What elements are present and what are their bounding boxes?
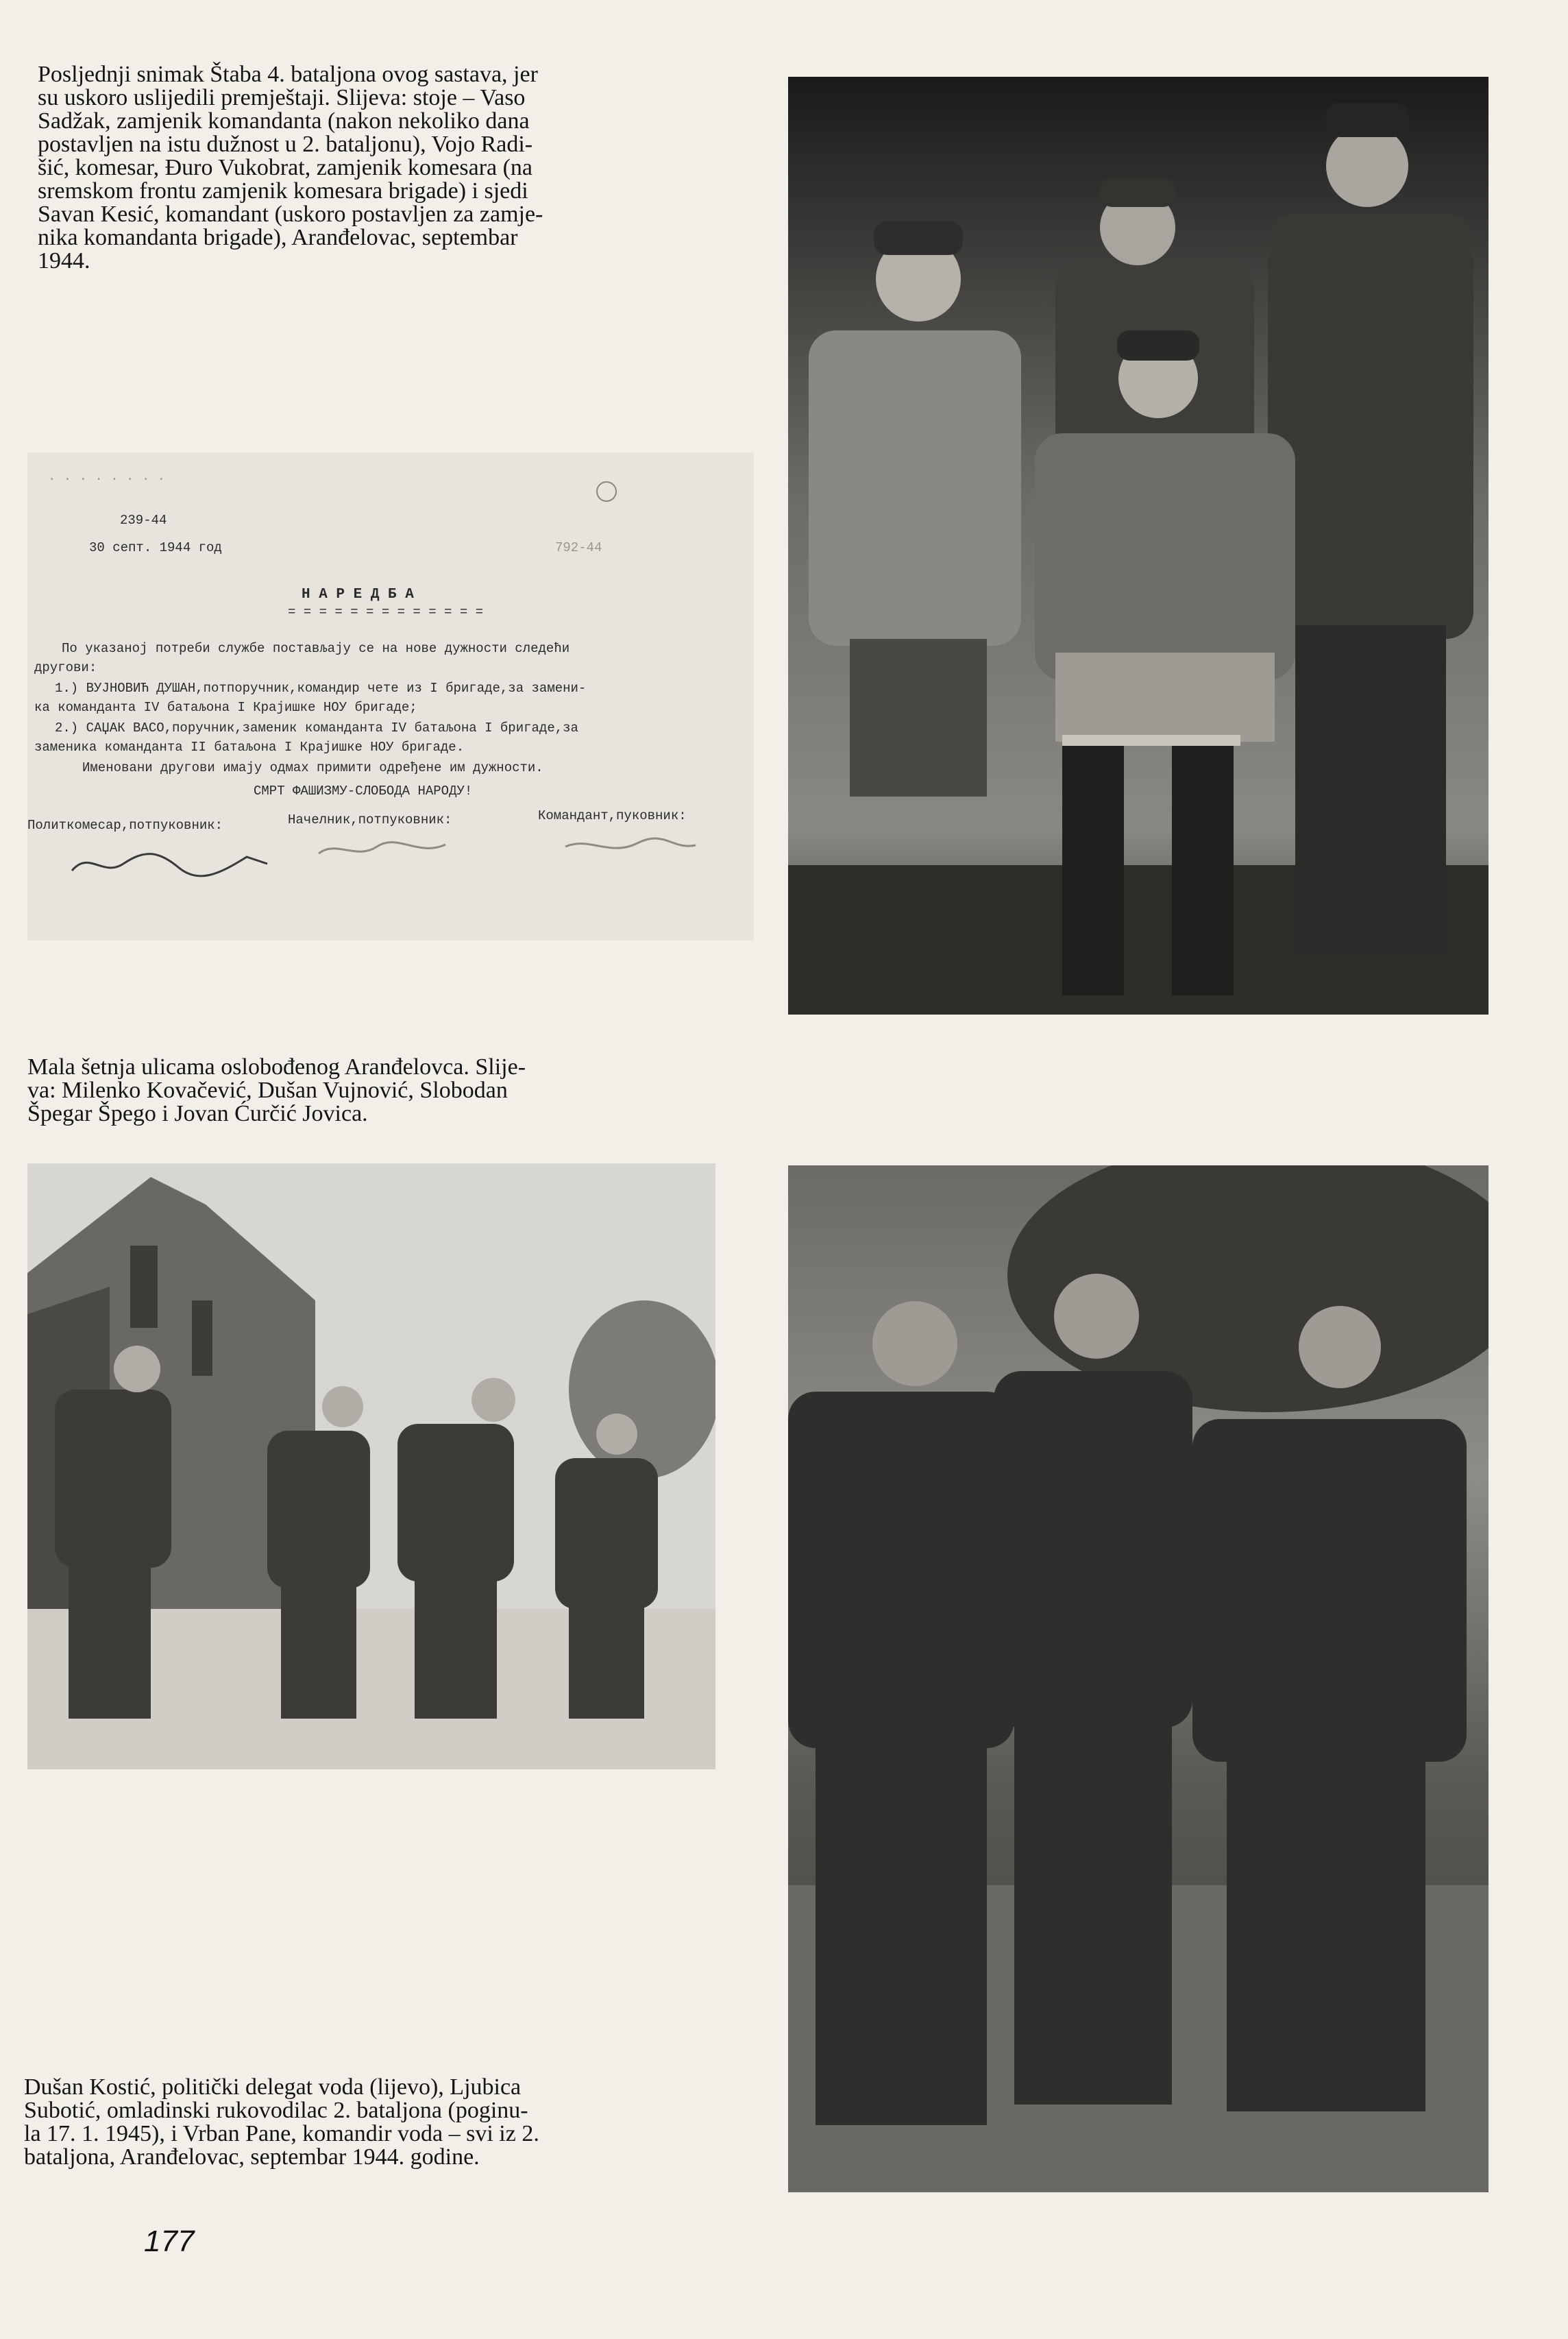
doc-signature-political <box>69 843 274 884</box>
page-number: 177 <box>144 2225 195 2258</box>
doc-intro-line1: По указаној потреби службе постављају се на нове дужности следећи <box>62 641 570 656</box>
doc-item2-line1: 2.) САЏАК ВАСО,поручник,заменик команданта IV батаљона I бригаде,за <box>55 720 578 736</box>
doc-intro-line2: другови: <box>34 660 97 675</box>
doc-date: 30 септ. 1944 год <box>89 540 222 555</box>
doc-sign-chief: Начелник,потпуковник: <box>288 812 452 827</box>
doc-sign-political: Политкомесар,потпуковник: <box>27 818 223 833</box>
doc-heading-underline: = = = = = = = = = = = = = <box>288 605 484 620</box>
doc-stamp-emblem <box>596 481 617 502</box>
doc-sign-commander: Командант,пуковник: <box>538 808 687 823</box>
doc-number: 239-44 <box>120 513 167 528</box>
order-document <box>27 452 754 941</box>
doc-stamp-number: 792-44 <box>555 540 602 555</box>
doc-item1-line1: 1.) ВУЈНОВИЋ ДУШАН,потпоручник,командир чете из I бригаде,за замени- <box>55 681 587 696</box>
doc-closing: Именовани другови имају одмах примити одређене им дужности. <box>82 760 543 775</box>
doc-faint-header: · · · · · · · · <box>48 472 166 487</box>
caption-street-walk: Mala šetnja ulicama oslobođenog Aranđelovca. Slije- va: Milenko Kovačević, Dušan Vujnović, Slobodan Špegar Špego i Jovan Ćurčić Jovica. <box>27 1054 526 1126</box>
caption-staff-photo: Posljednji snimak Štaba 4. bataljona ovog sastava, jer su uskoro uslijedili premještaji. Slijeva: stoje – Vaso Sadžak, zamjenik komandanta (nakon nekoliko dana postavljen na istu dužnost u 2. bataljonu), Vojo Radi- šić, komesar, Đuro Vukobrat, zamjenik komesara (na sremskom frontu zamjenik komesara brigade) i sjedi Savan Kesić, komandant (uskoro postavljen za zamje- nika komandanta brigade), Aranđelovac, septembar 1944. <box>38 62 543 274</box>
doc-item1-line2: ка команданта IV батаљона I Крајишке НОУ бригаде; <box>34 700 417 715</box>
photo-three-members <box>788 1165 1489 2192</box>
doc-item2-line2: заменика команданта II батаљона I Крајишке НОУ бригаде. <box>34 740 465 755</box>
caption-three-members: Dušan Kostić, politički delegat voda (lijevo), Ljubica Subotić, omladinski rukovodilac 2. bataljona (poginu- la 17. 1. 1945), i Vrban Pane, komandir voda – svi iz 2. bataljona, Aranđelovac, septembar 1944. godine. <box>24 2074 539 2170</box>
doc-signature-chief <box>315 836 452 864</box>
doc-signature-commander <box>562 833 699 860</box>
doc-heading: Н А Р Е Д Б А <box>302 587 414 603</box>
photo-battalion-staff <box>788 77 1489 1015</box>
photo-street-walk <box>27 1163 715 1769</box>
doc-motto: СМРТ ФАШИЗМУ-СЛОБОДА НАРОДУ! <box>254 784 473 799</box>
